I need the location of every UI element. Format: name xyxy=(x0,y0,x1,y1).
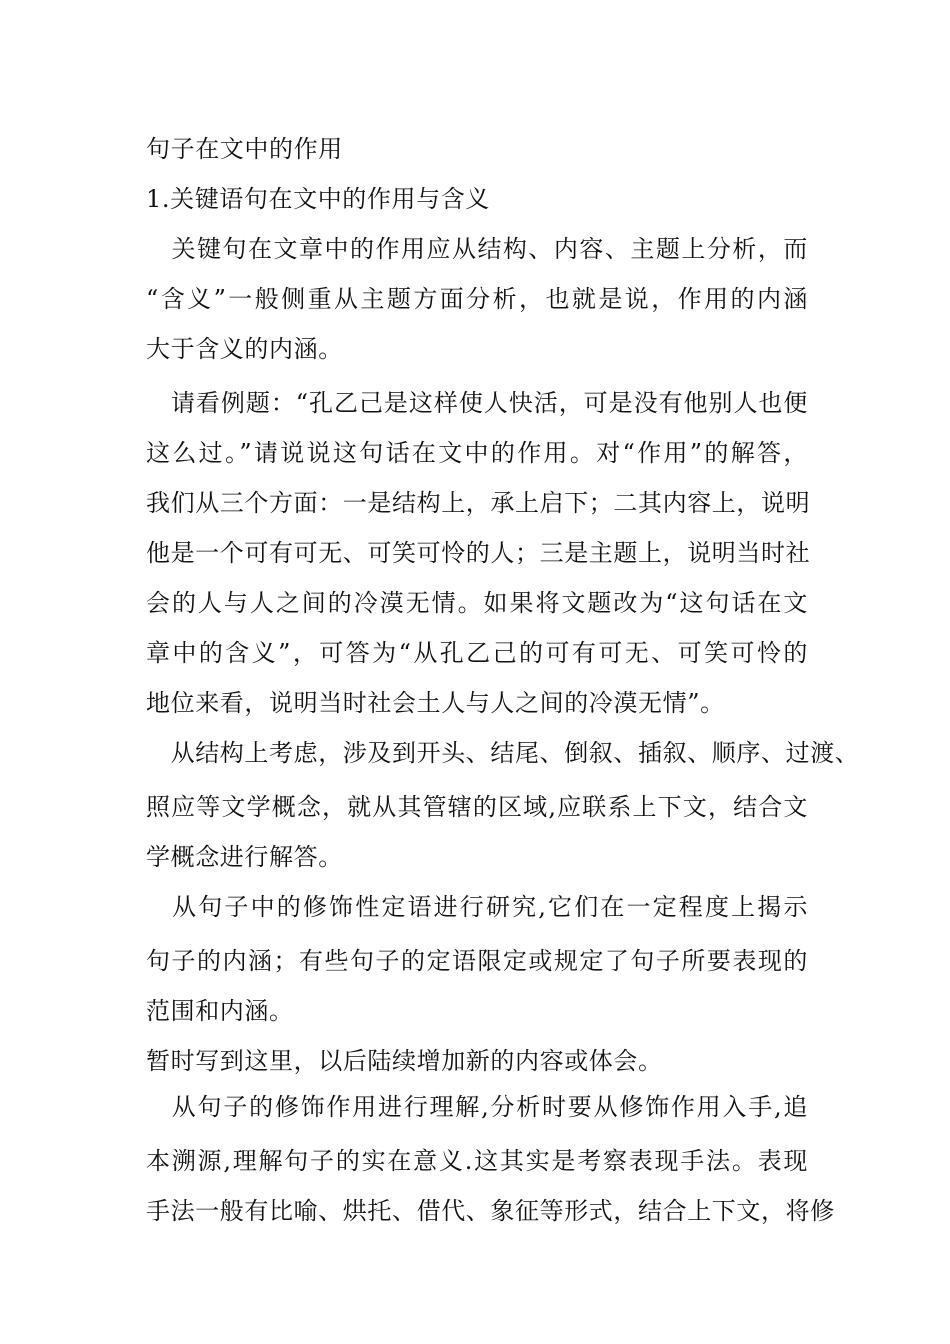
paragraph-line: “含义”一般侧重从主题方面分析，也就是说，作用的内涵 xyxy=(146,285,808,313)
paragraph-line: 手法一般有比喻、烘托、借代、象征等形式，结合上下文，将修 xyxy=(146,1197,835,1225)
section-heading: 1.关键语句在文中的作用与含义 xyxy=(146,185,490,213)
paragraph-line: 大于含义的内涵。 xyxy=(146,335,343,363)
paragraph-line: 从句子的修饰作用进行理解,分析时要从修饰作用入手,追 xyxy=(146,1093,808,1121)
paragraph-line: 学概念进行解答。 xyxy=(146,843,343,871)
paragraph-line: 地位来看，说明当时社会土人与人之间的冷漠无情”。 xyxy=(146,689,725,717)
paragraph-line: 从结构上考虑，涉及到开头、结尾、倒叙、插叙、顺序、过渡、 xyxy=(146,739,860,767)
paragraph-line: 关键句在文章中的作用应从结构、内容、主题上分析，而 xyxy=(146,235,808,263)
paragraph-line: 范围和内涵。 xyxy=(146,997,294,1025)
paragraph-line: 章中的含义”，可答为“从孔乙己的可有可无、可笑可怜的 xyxy=(146,639,808,667)
paragraph-line: 句子的内涵；有些句子的定语限定或规定了句子所要表现的 xyxy=(146,947,808,975)
paragraph-line: 我们从三个方面：一是结构上，承上启下；二其内容上，说明 xyxy=(146,489,811,517)
paragraph-line: 请看例题：“孔乙己是这样使人快活，可是没有他别人也便 xyxy=(146,389,808,417)
paragraph-line: 会的人与人之间的冷漠无情。如果将文题改为“这句话在文 xyxy=(146,589,808,617)
paragraph-line: 照应等文学概念，就从其管辖的区域,应联系上下文，结合文 xyxy=(146,793,808,821)
document-body xyxy=(146,125,860,1225)
paragraph-line: 从句子中的修饰性定语进行研究,它们在一定程度上揭示 xyxy=(146,893,808,921)
paragraph-line: 他是一个可有可无、可笑可怜的人；三是主题上，说明当时社 xyxy=(146,539,811,567)
paragraph-line: 这么过。”请说说这句话在文中的作用。对“作用”的解答， xyxy=(146,439,808,467)
document-title: 句子在文中的作用 xyxy=(146,135,343,163)
paragraph-line: 本溯源,理解句子的实在意义.这其实是考察表现手法。表现 xyxy=(146,1147,808,1175)
paragraph-line: 暂时写到这里，以后陆续增加新的内容或体会。 xyxy=(146,1047,663,1075)
